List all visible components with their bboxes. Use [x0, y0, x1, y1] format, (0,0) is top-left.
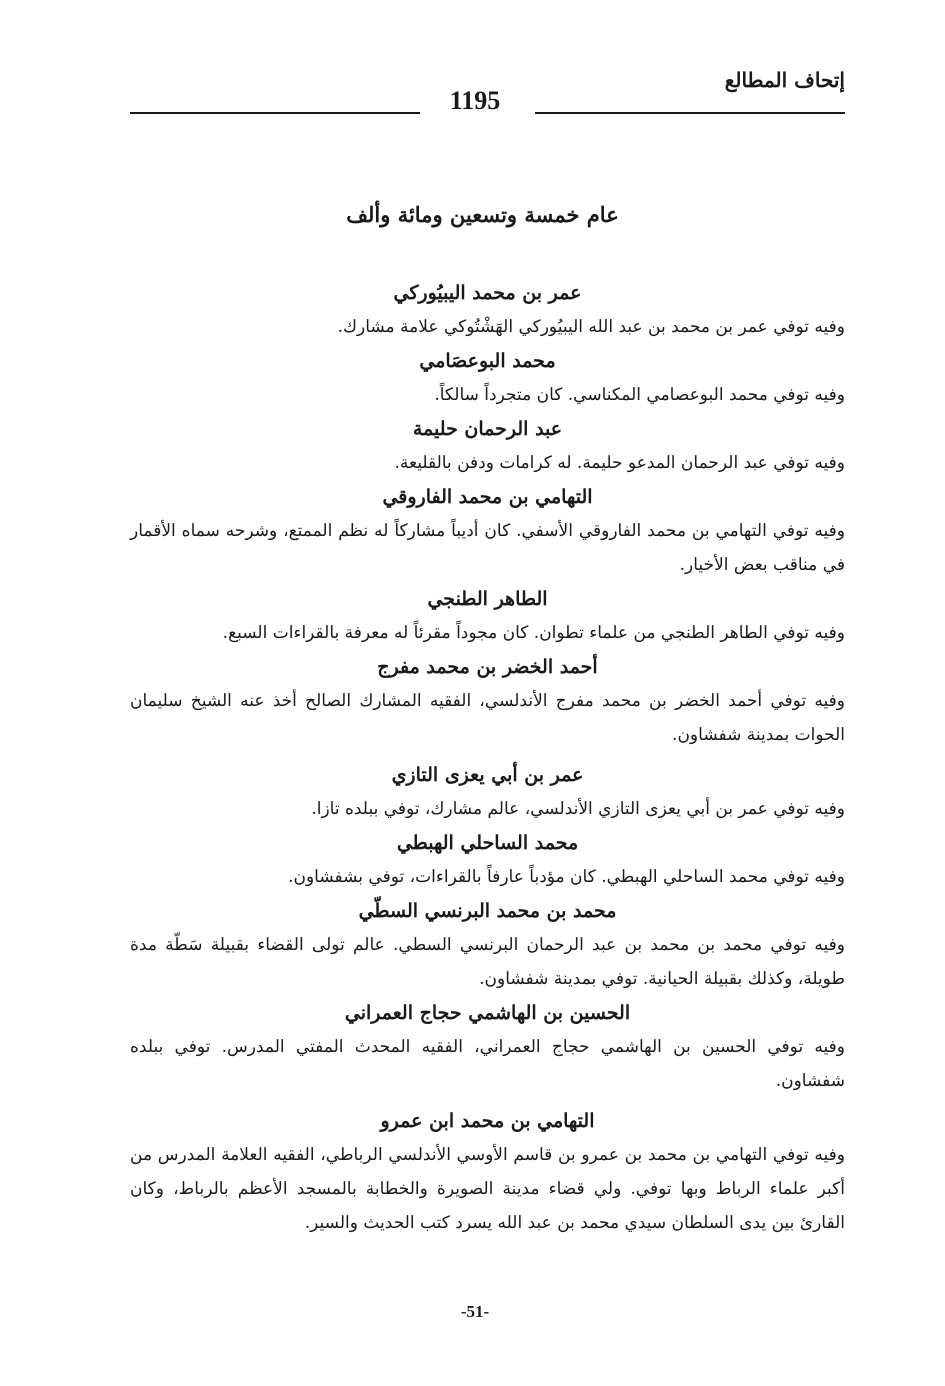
entry-name: عمر بن محمد اليبيُوركي	[393, 282, 582, 304]
section-title: عام خمسة وتسعين ومائة وألف	[346, 202, 619, 227]
entry-text: وفيه توفي الحسين بن الهاشمي حجاج العمراني، الفقيه المحدث المفتي المدرس. توفي ببلده شفشاون.	[130, 1037, 845, 1091]
entry-text: وفيه توفي محمد الساحلي الهبطي. كان مؤدباً عارفاً بالقراءات، توفي بشفشاون.	[288, 867, 845, 887]
biography-entry	[130, 758, 845, 826]
page-number: -51-	[460, 1302, 490, 1321]
biography-entry	[130, 344, 845, 412]
entry-text: وفيه توفي أحمد الخضر بن محمد مفرج الأندلسي، الفقيه المشارك الصالح أخذ عنه الشيخ سليمان الحوات بمدينة شفشاون.	[130, 691, 845, 745]
entry-name: التهامي بن محمد ابن عمرو	[380, 1110, 595, 1132]
header-rule-right	[535, 112, 845, 114]
entry-text: وفيه توفي عبد الرحمان المدعو حليمة. له كرامات ودفن بالقليعة.	[394, 453, 845, 473]
year-number: 1195	[449, 86, 501, 115]
biography-entry	[130, 894, 845, 996]
biography-entry	[130, 826, 845, 894]
entry-name: عمر بن أبي يعزى التازي	[391, 764, 584, 786]
entry-text: وفيه توفي عمر بن أبي يعزى التازي الأندلسي، عالم مشارك، توفي ببلده تازا.	[311, 799, 845, 819]
entry-name: الحسين بن الهاشمي حجاج العمراني	[344, 1002, 631, 1024]
entry-name: عبد الرحمان حليمة	[412, 418, 563, 440]
biography-entry	[130, 276, 845, 344]
biography-entry	[130, 996, 845, 1098]
entry-text: وفيه توفي التهامي بن محمد بن عمرو بن قاسم الأوسي الأندلسي الرباطي، الفقيه العلامة المدرس من أكبر علماء الرباط وبها توفي. ولي قضاء مدينة الصويرة والخطابة بالمسجد الأعظم بالرباط، وكان القارئ بين يدى السلطان سيدي محمد بن عبد الله يسرد كتب الحديث والسير.	[130, 1145, 845, 1233]
entry-name: محمد الساحلي الهبطي	[396, 832, 579, 854]
entry-name: أحمد الخضر بن محمد مفرج	[377, 656, 598, 678]
entry-text: وفيه توفي محمد بن محمد بن عبد الرحمان البرنسي السطي. عالم تولى القضاء بقبيلة سَطّة مدة طويلة، وكذلك بقبيلة الحيانية. توفي بمدينة شفشاون.	[130, 935, 845, 989]
biography-list	[130, 276, 845, 1240]
entry-text: وفيه توفي عمر بن محمد بن عبد الله اليبيُوركي الهَشْتُوكي علامة مشارك.	[337, 317, 845, 337]
entry-text: وفيه توفي محمد البوعصامي المكناسي. كان متجرداً سالكاً.	[434, 385, 845, 405]
entry-name: الطاهر الطنجي	[427, 588, 548, 610]
header-rule-left	[130, 112, 420, 114]
entry-name: التهامي بن محمد الفاروقي	[382, 486, 593, 508]
biography-entry	[130, 412, 845, 480]
entry-name: محمد بن محمد البرنسي السطّي	[358, 900, 617, 922]
entry-text: وفيه توفي الطاهر الطنجي من علماء تطوان. كان مجوداً مقرئاً له معرفة بالقراءات السبع.	[222, 623, 845, 643]
biography-entry	[130, 1104, 845, 1240]
biography-entry	[130, 582, 845, 650]
biography-entry	[130, 480, 845, 582]
entry-name: محمد البوعصَامي	[419, 350, 556, 372]
biography-entry	[130, 650, 845, 752]
entry-text: وفيه توفي التهامي بن محمد الفاروقي الأسفي. كان أديباً مشاركاً له نظم الممتع، وشرحه سماه الأقمار في مناقب بعض الأخيار.	[130, 521, 845, 575]
running-title: إتحاف المطالع	[724, 68, 845, 92]
